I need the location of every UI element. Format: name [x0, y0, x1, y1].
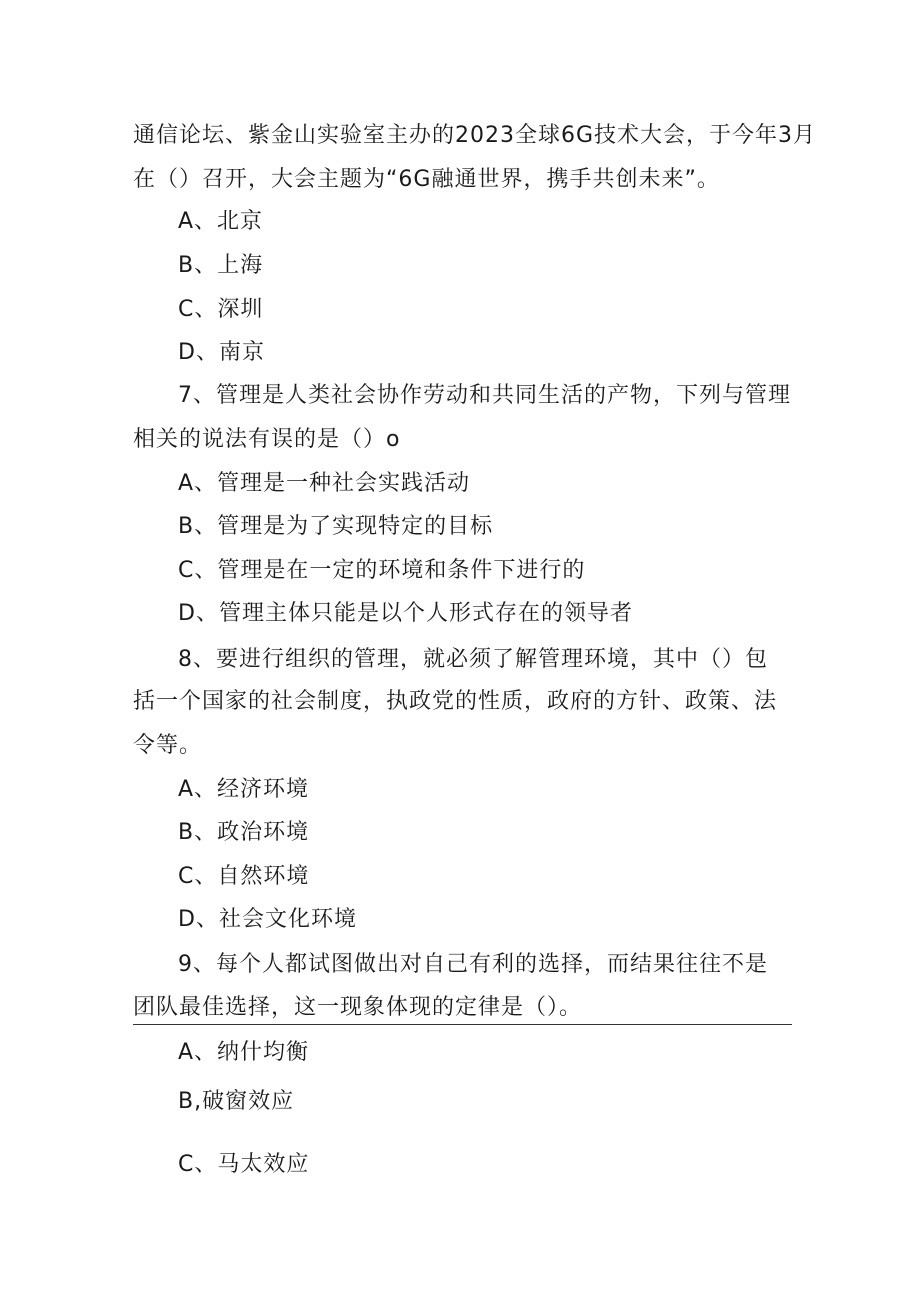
page-divider: [133, 1024, 792, 1025]
q9-option-a: A、纳什均衡: [178, 1040, 310, 1065]
q6-option-a: A、北京: [178, 209, 264, 234]
q7-stem-line2: 相关的说法有误的是（）o: [133, 427, 401, 452]
q8-option-b: B、政治环境: [178, 820, 310, 845]
q8-stem-line1: 8、要进行组织的管理，就必须了解管理环境，其中（）包: [178, 647, 768, 672]
q7-option-b: B、管理是为了实现特定的目标: [178, 514, 494, 539]
q6-stem-line1: 通信论坛、紫金山实验室主办的2023全球6G技术大会，于今年3月: [133, 123, 817, 148]
q8-option-a: A、经济环境: [178, 777, 310, 802]
q8-stem-line2: 括一个国家的社会制度，执政党的性质，政府的方针、政策、法: [133, 689, 778, 714]
q8-stem-line3: 令等。: [133, 733, 203, 758]
q6-stem-line2: 在（）召开，大会主题为“6G融通世界，携手共创未来”。: [133, 167, 720, 192]
q6-option-d: D、南京: [178, 340, 265, 365]
q8-option-c: C、自然环境: [178, 864, 310, 889]
q9-stem-line1: 9、每个人都试图做出对自己有利的选择，而结果往往不是: [178, 952, 768, 977]
q9-option-c: C、马太效应: [178, 1152, 310, 1177]
q7-option-d: D、管理主体只能是以个人形式存在的领导者: [178, 601, 633, 626]
q7-stem-line1: 7、管理是人类社会协作劳动和共同生活的产物，下列与管理: [178, 383, 791, 408]
q7-option-a: A、管理是一种社会实践活动: [178, 471, 471, 496]
q8-option-d: D、社会文化环境: [178, 907, 357, 932]
q6-option-b: B、上海: [178, 253, 264, 278]
q6-option-c: C、深圳: [178, 297, 264, 322]
q9-stem-line2: 团队最佳选择，这一现象体现的定律是（）。: [133, 995, 583, 1020]
q7-option-c: C、管理是在一定的环境和条件下进行的: [178, 558, 586, 583]
q9-option-b: B,破窗效应: [178, 1089, 295, 1114]
